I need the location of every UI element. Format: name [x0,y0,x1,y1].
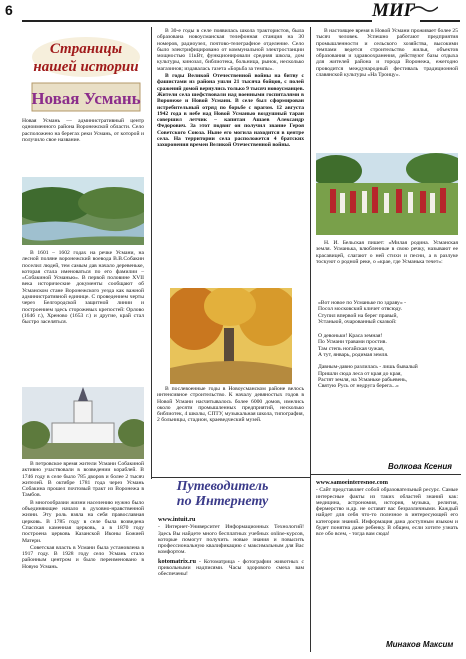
column-divider [310,27,311,652]
guide-title [150,479,295,515]
poem-line: Растят земля, на Усманьке рабьевень, [318,376,408,383]
column-3-top [316,28,458,79]
page-number: 6 [5,2,13,18]
section-divider [311,474,461,475]
paragraph: В 1601 – 1602 годах на речке Усмани, на лесной поляне воронежский воевода В.В.Собакин поселил людей, тем самым дав начало деревеньке, которая стала именоваться по его фамилии – «Собакиной Усманью». В первой половине XVII века исторические документы сообщают об Усманском стане Воронежского уезда как важной административной единице. С проведением черты через Белгородской защитной линии и построением здесь сторожевых крепостей: Орлово (1646 г.), Хреново (1653 г.) и другие, край стал быстро заселяться. [22,250,144,326]
autumn-park-image [170,288,292,384]
festival-crowd-image [316,153,458,235]
guide-column-left [158,517,304,579]
column-1-mid [22,250,144,327]
column-divider [151,27,152,479]
poem-line: Там степь ногайская чужая, [318,345,385,352]
site-link[interactable]: kotomatrix.ru [158,557,196,565]
poem-line: Устаньюй, очарованный сказкой: [318,318,397,325]
poem-line: По Усмани травами простив. [318,339,387,346]
banner-line-3: Новая Усмань [31,89,141,108]
header-rule-right [420,20,460,22]
guide-signature: Минаков Максим [386,640,454,649]
site-description: - Котоматрица - фотографии животных с прикольными надписями. Часы здорового смеха вам обеспечены! [158,558,304,578]
church-photo [22,387,144,459]
paragraph: В 30-е годы в селе появилась школа трактористов, была образована новоусманская телефонная станция на 30 номеров, радиоузел, почтово-телеграфное отделение. Село было электрифицировано от коммунальной электростанции мощностью 11кВт, функционировали средняя школа, дом культуры, кинозал, библиотека, больница, рынок, несколько магазинов; издавалась газета «Борьба за темпы». [157,28,304,72]
autumn-photo [170,288,292,384]
site-description: - Интернет-Университет Информационных Технологий! Здесь Вы найдете много бесплатных учебных online-курсов, которые помогут получить новые знания и повысить профессиональную квалификацию с максимальным для Вас комфортом. [158,524,304,556]
column-2-top [157,28,304,150]
section-banner [30,37,142,115]
section-divider [152,477,310,478]
poem-line: «Вот новое по Усманьке по здраву» - [318,300,407,306]
poem-line: О девоньки! Краса земная! [318,333,383,340]
author-signature: Волкова Ксения [388,462,452,471]
banner-line-2: нашей истории [33,59,139,75]
site-link[interactable]: www.samoeinteresnoe.com [316,479,388,486]
column-2-bottom [157,386,304,425]
column-3-mid [316,240,458,266]
header-rule [22,20,372,22]
poem-line: Посол московский кличет отвсюду. [318,306,403,313]
poem-block [318,300,458,390]
poem-line: Святую Русь от недруга берега...» [318,383,399,390]
festival-photo [316,153,458,235]
guide-title-line-1: Путеводитель [176,479,269,494]
logo-wave-icon [410,4,438,14]
river-photo [22,177,144,245]
paragraph: Советская власть в Усмани была установлена в 1917 году. В 1928 году село Усмань стало районным центром и было переименовано в Новую Усмань. [22,544,144,570]
guide-title-line-2: по Интернету [176,494,269,509]
poem-line: Давным-давно разлилась - лишь бывалый [318,364,418,371]
site-description: - Сайт представляет собой образовательный ресурс. Самые интересные факты из таких областей знаний как: медицина, астрономия, история, музыка, религия, фермерство и.др. не оставят вас безразличными. Каждый найдет для себя что-то полезное в интересующей его категории знаний. Информация дана доступным языком и будет понятна даже ребенку. В общем, если хотите узнать все обо всем, - тогда вам сюда! [316,487,458,538]
paragraph: В годы Великой Отечественной войны на битву с фашистами из района ушли 21 тысяча бойцов, с полей сражений домой вернулись только 9 тысяч новоусманцев. Жители села шефствовали над военными госпиталями в Воронеже и Новой Усмани. В селе был сформирован истребительный отряд по борьбе с врагом. 12 августа 1942 года в небе над Новой Усманью воздушный таран совершил летчик – капитан Ашаев Александр Федорович. За этот подвиг он получил звание Героя Советского Союза. Ныне его могила находится в центре села. На территории села расположется 4 братских захоронения времен Великой Отечественной войны. [157,73,304,149]
column-1-top [22,118,144,144]
banner-line-1: Страницы [49,41,123,57]
column-1-bottom [22,461,144,571]
paragraph: В настоящее время в Новой Усмани проживает более 25 тысяч человек. Успешно работают предприятия промышленности и сельского хозяйства, высокими темпами ведется строительство жилья, объектов образования и здравоохранения, действуют базы отдыха для жителей района и города Воронежа, ежегодно проводится международный фестиваль традиционной славянской культуры «На Троицу». [316,28,458,79]
paragraph: Новая Усмань — административный центр одноименного района Воронежской области. Село расположено на берегах реки Усмань, от которой и получило свое название. [22,118,144,143]
guide-column-right [316,480,458,539]
site-link[interactable]: www.intuit.ru [158,516,196,523]
poem-line: Пришли сюда леса от края до края, [318,370,402,377]
paragraph: В петровское время жители Усмани Собакиной активно участвовали в возведении кораблей. В 1746 году в селе было 785 дворов и более 2 тысяч жителей. В октябре 1781 года через Усмань Собакина прошел почтовый тракт из Воронежа в Тамбов. [22,461,144,499]
river-landscape-image [22,177,144,245]
paragraph: Н. И. Бельская пишет: «Милая родина. Усманская земля. Усманька, влюбленные в свою речку, называют ее красавицей, слагают о ней стихи и песни, а в разлуке тоскуют о родной реке, о «крае, где Усманька течет»: [316,240,458,265]
poem-line: Ступил впервой на берег правый, [318,312,398,319]
church-image [22,387,144,459]
poem-line: А тут, январь, родимая земля. [318,352,389,359]
paragraph: В многообразии жизни населению нужно было объединяющее начало в духовно-нравственной жизни. Эту роль взяла на себя православная церковь. В 1785 году в селе была возведена Спасская каменная церковь, а в 1870 году построена церковь Казанской Иконы Божией Матери. [22,499,144,544]
paragraph: В послевоенные годы в Новоусманском районе велось интенсивное строительство. К началу девяностых годов в Новой Усмани насчитывалось более 6000 домов, имелись около десяти промышленных предприятий, несколько библиотек, 4 школы, СПТУ, музыкальная школа, типография, 2 больницы, стадион, краеведческий музей. [157,386,304,424]
brand-logo: МИГ [372,0,416,21]
